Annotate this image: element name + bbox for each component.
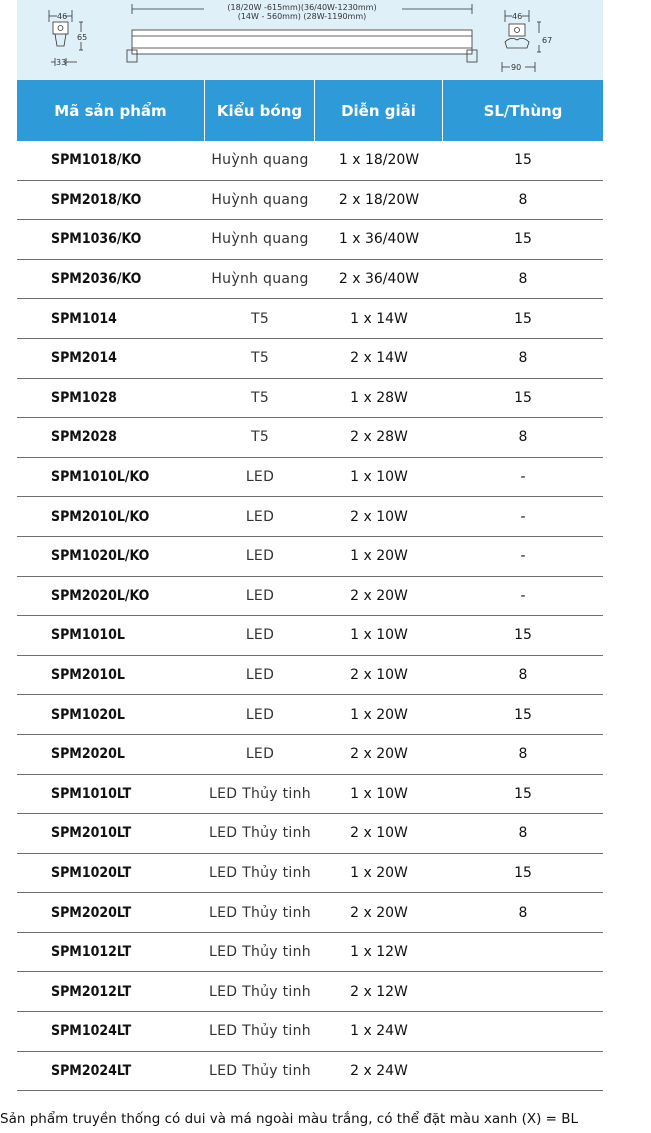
lamp-type-cell: LED	[245, 627, 275, 644]
lamp-type-cell: LED	[245, 706, 275, 723]
table-row	[17, 1012, 603, 1052]
lamp-type-cell: LED	[245, 469, 275, 486]
qty-cell: 15	[514, 864, 532, 881]
lamp-type-cell: LED	[245, 587, 275, 604]
left-width-label: 46	[57, 12, 68, 21]
qty-cell: -	[520, 548, 526, 565]
product-code-cell: SPM2036/KO	[51, 271, 142, 288]
table-row	[17, 893, 603, 933]
lamp-type-cell: LED	[245, 746, 275, 763]
product-code-cell: SPM2010LT	[51, 825, 132, 842]
qty-cell: -	[520, 508, 526, 525]
product-code-cell: SPM1024LT	[51, 1023, 132, 1040]
product-code-cell: SPM2018/KO	[51, 191, 142, 208]
header-product-code: Mã sản phẩm	[17, 80, 205, 141]
description-cell: 1 x 18/20W	[338, 152, 420, 169]
table-row	[17, 854, 603, 894]
description-cell: 1 x 14W	[350, 310, 408, 327]
product-code-cell: SPM1020L	[51, 706, 125, 723]
lamp-type-cell: Huỳnh quang	[211, 191, 309, 208]
description-cell: 1 x 28W	[350, 389, 408, 406]
table-row	[17, 1052, 603, 1092]
description-cell: 2 x 10W	[350, 825, 408, 842]
table-row	[17, 775, 603, 815]
qty-cell: 8	[518, 904, 528, 921]
description-cell: 1 x 20W	[350, 864, 408, 881]
product-code-cell: SPM1036/KO	[51, 231, 142, 248]
product-code-cell: SPM2020LT	[51, 904, 132, 921]
description-cell: 1 x 20W	[350, 706, 408, 723]
header-description: Diễn giải	[315, 80, 443, 141]
lamp-type-cell: LED Thủy tinh	[209, 1062, 311, 1079]
table-row	[17, 735, 603, 775]
lamp-type-cell: LED	[245, 548, 275, 565]
lamp-type-cell: T5	[250, 429, 270, 446]
description-cell: 1 x 10W	[350, 469, 408, 486]
table-row	[17, 458, 603, 498]
table-row	[17, 418, 603, 458]
right-width-label: 46	[512, 12, 523, 21]
header-lamp-type: Kiểu bóng	[205, 80, 315, 141]
left-base-label: 33	[56, 58, 67, 67]
product-code-cell: SPM1010L/KO	[51, 469, 150, 486]
description-cell: 1 x 20W	[350, 548, 408, 565]
description-cell: 2 x 20W	[350, 587, 408, 604]
product-code-cell: SPM1010L	[51, 627, 125, 644]
table-row	[17, 814, 603, 854]
lamp-type-cell: LED	[245, 508, 275, 525]
lamp-type-cell: LED Thủy tinh	[209, 785, 311, 802]
lamp-type-cell: LED Thủy tinh	[209, 983, 311, 1000]
table-row	[17, 577, 603, 617]
product-code-cell: SPM2010L	[51, 667, 125, 684]
description-cell: 1 x 10W	[350, 627, 408, 644]
qty-cell: 15	[514, 231, 532, 248]
table-row	[17, 616, 603, 656]
qty-cell: 8	[518, 429, 528, 446]
table-body	[17, 141, 603, 1091]
qty-cell: -	[520, 469, 526, 486]
lamp-type-cell: LED Thủy tinh	[209, 904, 311, 921]
description-cell: 1 x 12W	[350, 944, 408, 961]
product-code-cell: SPM2010L/KO	[51, 508, 150, 525]
qty-cell: 15	[514, 785, 532, 802]
footnote: Sản phẩm truyền thống có dui và má ngoài màu trắng, có thể đặt màu xanh (X) = BL	[0, 1111, 579, 1127]
length-label-line1: (18/20W -615mm)(36/40W-1230mm)	[227, 3, 377, 12]
table-row	[17, 695, 603, 735]
right-height-label: 67	[542, 36, 553, 45]
table-row	[17, 379, 603, 419]
product-code-cell: SPM1020LT	[51, 864, 132, 881]
length-label-line2: (14W - 560mm) (28W-1190mm)	[237, 12, 367, 21]
product-code-cell: SPM1018/KO	[51, 152, 142, 169]
description-cell: 1 x 10W	[350, 785, 408, 802]
product-code-cell: SPM2020L/KO	[51, 587, 150, 604]
qty-cell: 15	[514, 627, 532, 644]
table-row	[17, 972, 603, 1012]
product-code-cell: SPM2012LT	[51, 983, 132, 1000]
dimension-diagram	[17, 0, 603, 80]
product-code-cell: SPM2024LT	[51, 1062, 132, 1079]
product-code-cell: SPM1014	[51, 310, 117, 327]
header-qty-per-box: SL/Thùng	[483, 101, 563, 120]
qty-cell: 15	[514, 706, 532, 723]
description-cell: 1 x 24W	[350, 1023, 408, 1040]
table-row	[17, 141, 603, 181]
product-code-cell: SPM1012LT	[51, 944, 132, 961]
lamp-type-cell: Huỳnh quang	[211, 152, 309, 169]
product-code-cell: SPM2020L	[51, 746, 125, 763]
left-height-label: 65	[77, 33, 88, 42]
description-cell: 2 x 14W	[350, 350, 408, 367]
product-code-cell: SPM2028	[51, 429, 117, 446]
description-cell: 2 x 20W	[350, 904, 408, 921]
qty-cell: 15	[514, 310, 532, 327]
lamp-type-cell: LED Thủy tinh	[209, 825, 311, 842]
lamp-type-cell: Huỳnh quang	[211, 271, 309, 288]
description-cell: 2 x 20W	[350, 746, 408, 763]
lamp-type-cell: LED Thủy tinh	[209, 864, 311, 881]
product-code-cell: SPM2014	[51, 350, 117, 367]
qty-cell: 8	[518, 271, 528, 288]
qty-cell: 8	[518, 191, 528, 208]
description-cell: 2 x 24W	[350, 1062, 408, 1079]
qty-cell: -	[520, 587, 526, 604]
qty-cell: 8	[518, 350, 528, 367]
description-cell: 1 x 36/40W	[338, 231, 420, 248]
description-cell: 2 x 18/20W	[338, 191, 420, 208]
table-row	[17, 537, 603, 577]
table-row	[17, 497, 603, 537]
lamp-type-cell: Huỳnh quang	[211, 231, 309, 248]
qty-cell: 8	[518, 825, 528, 842]
product-code-cell: SPM1010LT	[51, 785, 132, 802]
qty-cell: 15	[514, 152, 532, 169]
right-base-label: 90	[511, 63, 522, 72]
qty-cell: 15	[514, 389, 532, 406]
lamp-type-cell: LED	[245, 667, 275, 684]
table-row	[17, 933, 603, 973]
lamp-type-cell: T5	[250, 389, 270, 406]
table-row	[17, 260, 603, 300]
qty-cell: 8	[518, 667, 528, 684]
product-code-cell: SPM1028	[51, 389, 117, 406]
table-row	[17, 181, 603, 221]
lamp-type-cell: LED Thủy tinh	[209, 944, 311, 961]
lamp-type-cell: T5	[250, 310, 270, 327]
description-cell: 2 x 12W	[350, 983, 408, 1000]
description-cell: 2 x 10W	[350, 508, 408, 525]
description-cell: 2 x 36/40W	[338, 271, 420, 288]
lamp-type-cell: T5	[250, 350, 270, 367]
table-row	[17, 339, 603, 379]
table-header	[17, 80, 603, 141]
description-cell: 2 x 10W	[350, 667, 408, 684]
table-row	[17, 299, 603, 339]
table-row	[17, 220, 603, 260]
table-row	[17, 656, 603, 696]
qty-cell: 8	[518, 746, 528, 763]
product-code-cell: SPM1020L/KO	[51, 548, 150, 565]
description-cell: 2 x 28W	[350, 429, 408, 446]
lamp-type-cell: LED Thủy tinh	[209, 1023, 311, 1040]
